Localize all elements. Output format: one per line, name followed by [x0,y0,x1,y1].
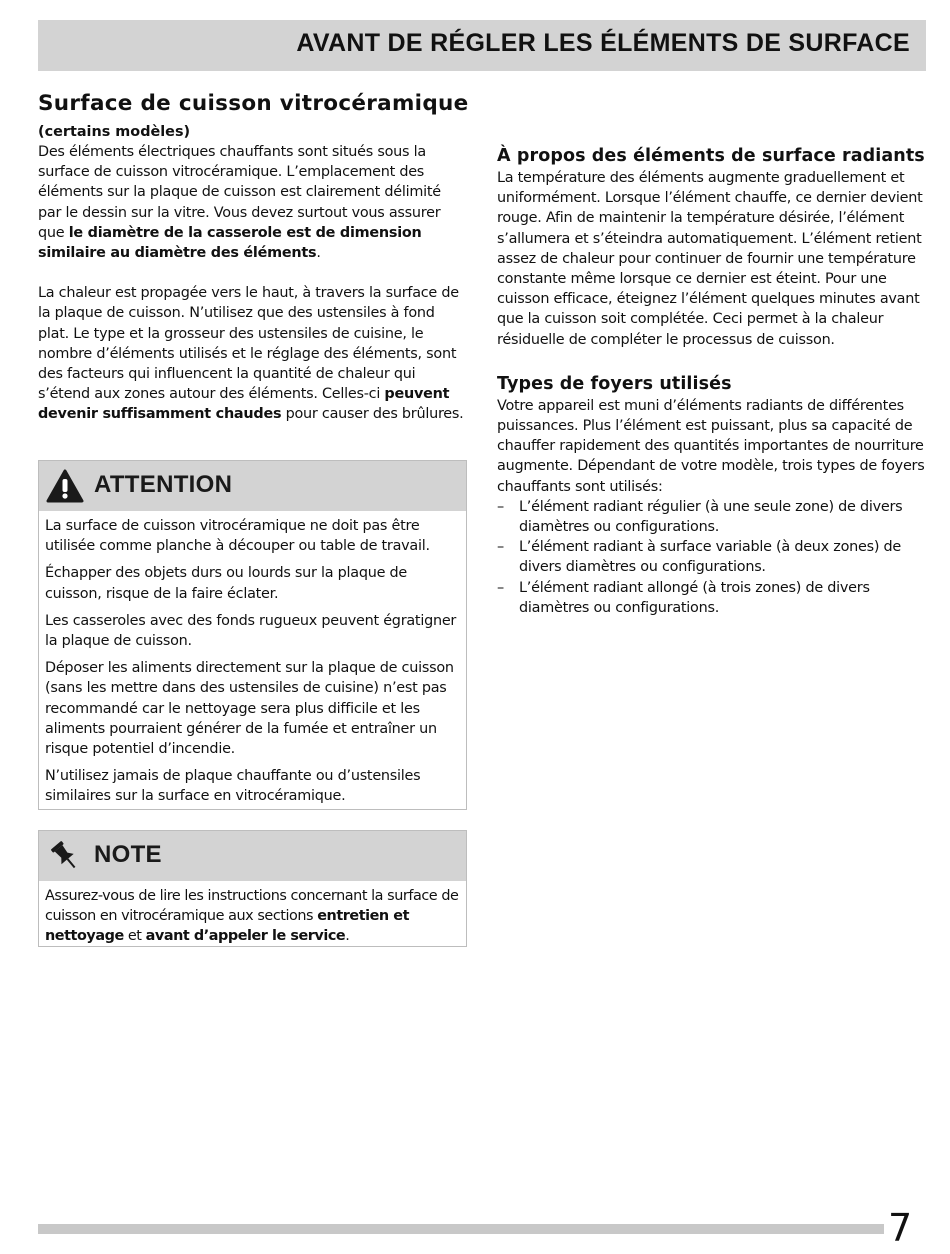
list-item: – L’élément radiant régulier (à une seule zone) de divers diamètres ou configurations. [497,497,929,537]
section-title-radiants: À propos des éléments de surface radiants [497,146,925,166]
section-title-foyers: Types de foyers utilisés [497,373,732,394]
section-title-vitroceramique: Surface de cuisson vitrocéramique [38,91,469,116]
note-body: Assurez-vous de lire les instructions concernant la surface de cuisson en vitrocéramique aux sections entretien et nettoyage et avant d’appeler le service. [45,888,459,945]
attention-item: N’utilisez jamais de plaque chauffante ou d’ustensiles similaires sur la surface en vitrocéramique. [45,768,421,805]
section-subtitle: (certains modèles) [38,124,191,140]
note-box [38,830,467,947]
list-item: – L’élément radiant à surface variable (à deux zones) de divers diamètres ou configurations. [497,537,929,577]
pushpin-icon [46,839,84,873]
page-number: 7 [888,1206,913,1250]
footer-bar [38,1224,884,1234]
attention-header [39,461,466,511]
attention-item: Les casseroles avec des fonds rugueux peuvent égratigner la plaque de cuisson. [45,612,457,650]
paragraph-intro: Des éléments électriques chauffants sont situés sous la surface de cuisson vitrocéramique. L’emplacement des éléments sur la plaque de cuisson est clairement délimité par le dessin sur la vitre. Vous devez surtout vous assurer que le diamètre de la casserole est de dimension similaire au diamètre des éléments. [38,144,441,262]
attention-box [38,460,467,810]
note-title: NOTE [94,841,162,868]
attention-title: ATTENTION [94,471,233,498]
right-column [497,144,929,618]
note-header [39,831,466,881]
paragraph-foyers: Votre appareil est muni d’éléments radiants de différentes puissances. Plus l’élément est puissant, plus sa capacité de chauffer rapidement des quantités importantes de nourriture augmente. Dépendant de votre modèle, trois types de foyers chauffants sont utilisés: [497,397,925,495]
list-item: – L’élément radiant allongé (à trois zones) de divers diamètres ou configurations. [497,578,929,618]
paragraph-heat: La chaleur est propagée vers le haut, à travers la surface de la plaque de cuisson. N’utilisez que des ustensiles à fond plat. Le type et la grosseur des ustensiles de cuisine, le nombre d’éléments utilisés et le réglage des éléments, sont des facteurs qui influencent la quantité de chaleur qui s’étend aux zones autour des éléments. Celles-ci peuvent devenir suffisamment chaudes pour causer des brûlures. [38,285,464,423]
attention-item: Déposer les aliments directement sur la plaque de cuisson (sans les mettre dans des ustensiles de cuisine) n’est pas recommandé car le nettoyage sera plus difficile et les aliments pourraient générer de la fumée et entraîner un risque potentiel d’incendie. [45,660,454,758]
page-title: AVANT DE RÉGLER LES ÉLÉMENTS DE SURFACE [296,29,910,57]
warning-triangle-icon [46,469,84,503]
header-bar [38,20,926,71]
paragraph-radiants: La température des éléments augmente graduellement et uniformément. Lorsque l’élément chauffe, ce dernier devient rouge. Afin de maintenir la température désirée, l’élément s’allumera et s’éteindra automatiquement. L’élément retient assez de chaleur pour continuer de fournir une température constante même lorsque ce dernier est éteint. Pour une cuisson efficace, éteignez l’élément quelques minutes avant que la cuisson soit complétée. Ceci permet à la chaleur résiduelle de compléter le processus de cuisson. [497,170,923,348]
attention-item: Échapper des objets durs ou lourds sur la plaque de cuisson, risque de la faire éclater. [45,565,408,602]
left-column [38,89,468,425]
attention-item: La surface de cuisson vitrocéramique ne doit pas être utilisée comme planche à découper ou table de travail. [45,518,430,555]
foyers-list [497,497,929,618]
attention-body [39,511,466,811]
